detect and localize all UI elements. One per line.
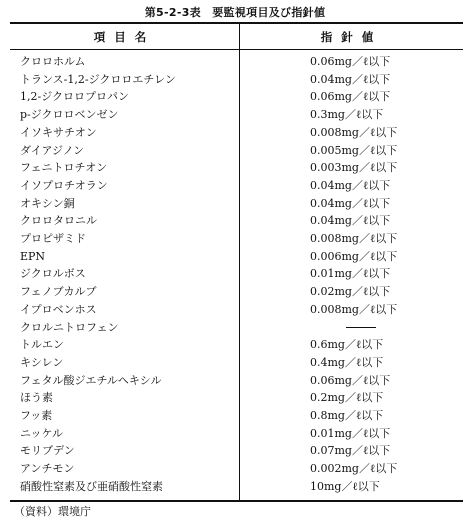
item-name-cell: ニッケル: [10, 425, 240, 443]
item-name-cell: トルエン: [10, 336, 240, 354]
item-name-cell: 硝酸性窒素及び亜硝酸性窒素: [10, 478, 240, 501]
guideline-value-cell: 10mg／ℓ以下: [310, 479, 380, 493]
table-row: [10, 336, 463, 354]
item-name-cell: ダイアジノン: [10, 142, 240, 160]
guideline-value-cell: 0.04mg／ℓ以下: [310, 72, 391, 86]
item-name-cell: フェニトロチオン: [10, 159, 240, 177]
source-note: （資料）環境庁: [14, 505, 91, 518]
guideline-value-cell: 0.04mg／ℓ以下: [310, 214, 391, 228]
guideline-value-cell: 0.06mg／ℓ以下: [310, 90, 391, 104]
table-row: [10, 248, 463, 266]
item-name-cell: 1,2-ジクロロプロパン: [10, 88, 240, 106]
guideline-value-cell: 0.4mg／ℓ以下: [310, 355, 384, 369]
guideline-value-cell: 0.008mg／ℓ以下: [310, 302, 398, 316]
item-name-cell: アンチモン: [10, 460, 240, 478]
item-name-cell: イプロベンホス: [10, 301, 240, 319]
guideline-value-cell: 0.01mg／ℓ以下: [310, 267, 391, 281]
guideline-value-cell: 0.8mg／ℓ以下: [310, 409, 384, 423]
table-row: [10, 142, 463, 160]
guideline-value-cell: [240, 319, 464, 337]
guideline-value-cell: 0.008mg／ℓ以下: [310, 125, 398, 139]
guideline-value-cell: 0.6mg／ℓ以下: [310, 338, 384, 352]
table-row: [10, 106, 463, 124]
guideline-value-cell: 0.01mg／ℓ以下: [310, 426, 391, 440]
table-row: [10, 212, 463, 230]
guideline-value-cell: 0.006mg／ℓ以下: [310, 249, 398, 263]
table-row: [10, 389, 463, 407]
item-name-cell: オキシン銅: [10, 195, 240, 213]
item-name-cell: p-ジクロロベンゼン: [10, 106, 240, 124]
table-row: [10, 177, 463, 195]
guideline-value-cell: 0.06mg／ℓ以下: [310, 55, 391, 68]
item-name-cell: イソキサチオン: [10, 124, 240, 142]
no-value-dash: [346, 327, 376, 328]
table-body: [10, 50, 463, 501]
guideline-value-cell: 0.04mg／ℓ以下: [310, 196, 391, 210]
table-title: 第5-2-3表 要監視項目及び指針値: [144, 6, 326, 19]
table-row: [10, 425, 463, 443]
item-name-cell: クロロホルム: [10, 50, 240, 71]
item-name-cell: フェタル酸ジエチルヘキシル: [10, 372, 240, 390]
guideline-value-cell: 0.002mg／ℓ以下: [310, 462, 398, 476]
table-row: [10, 88, 463, 106]
item-name-cell: キシレン: [10, 354, 240, 372]
header-item-name: 項目名: [10, 23, 240, 50]
guideline-value-cell: 0.04mg／ℓ以下: [310, 178, 391, 192]
table-row: [10, 195, 463, 213]
table-row: [10, 460, 463, 478]
table-row: [10, 265, 463, 283]
table-row: [10, 478, 463, 501]
item-name-cell: プロピザミド: [10, 230, 240, 248]
item-name-cell: ジクロルボス: [10, 265, 240, 283]
guideline-value-cell: 0.02mg／ℓ以下: [310, 285, 391, 299]
table-row: [10, 407, 463, 425]
header-guideline-value: 指針値: [240, 23, 464, 50]
guideline-value-cell: 0.06mg／ℓ以下: [310, 373, 391, 387]
item-name-cell: フッ素: [10, 407, 240, 425]
guideline-value-cell: 0.003mg／ℓ以下: [310, 161, 398, 175]
table-row: [10, 301, 463, 319]
guideline-value-cell: 0.3mg／ℓ以下: [310, 108, 384, 122]
guideline-value-cell: 0.005mg／ℓ以下: [310, 143, 398, 157]
monitoring-items-table: [10, 22, 463, 502]
table-row: [10, 354, 463, 372]
item-name-cell: トランス-1,2-ジクロロエチレン: [10, 71, 240, 89]
table-row: [10, 50, 463, 71]
item-name-cell: クロルニトロフェン: [10, 319, 240, 337]
item-name-cell: モリブデン: [10, 442, 240, 460]
table-row: [10, 159, 463, 177]
guideline-value-cell: 0.07mg／ℓ以下: [310, 444, 391, 458]
table-header-row: [10, 23, 463, 50]
table-row: [10, 319, 463, 337]
guideline-value-cell: 0.2mg／ℓ以下: [310, 391, 384, 405]
table-row: [10, 283, 463, 301]
table-row: [10, 124, 463, 142]
guideline-value-cell: 0.008mg／ℓ以下: [310, 232, 398, 246]
item-name-cell: フェノブカルブ: [10, 283, 240, 301]
table-row: [10, 372, 463, 390]
table-row: [10, 230, 463, 248]
item-name-cell: ほう素: [10, 389, 240, 407]
table-row: [10, 442, 463, 460]
item-name-cell: イソプロチオラン: [10, 177, 240, 195]
item-name-cell: EPN: [10, 248, 240, 266]
table-row: [10, 71, 463, 89]
item-name-cell: クロロタロニル: [10, 212, 240, 230]
